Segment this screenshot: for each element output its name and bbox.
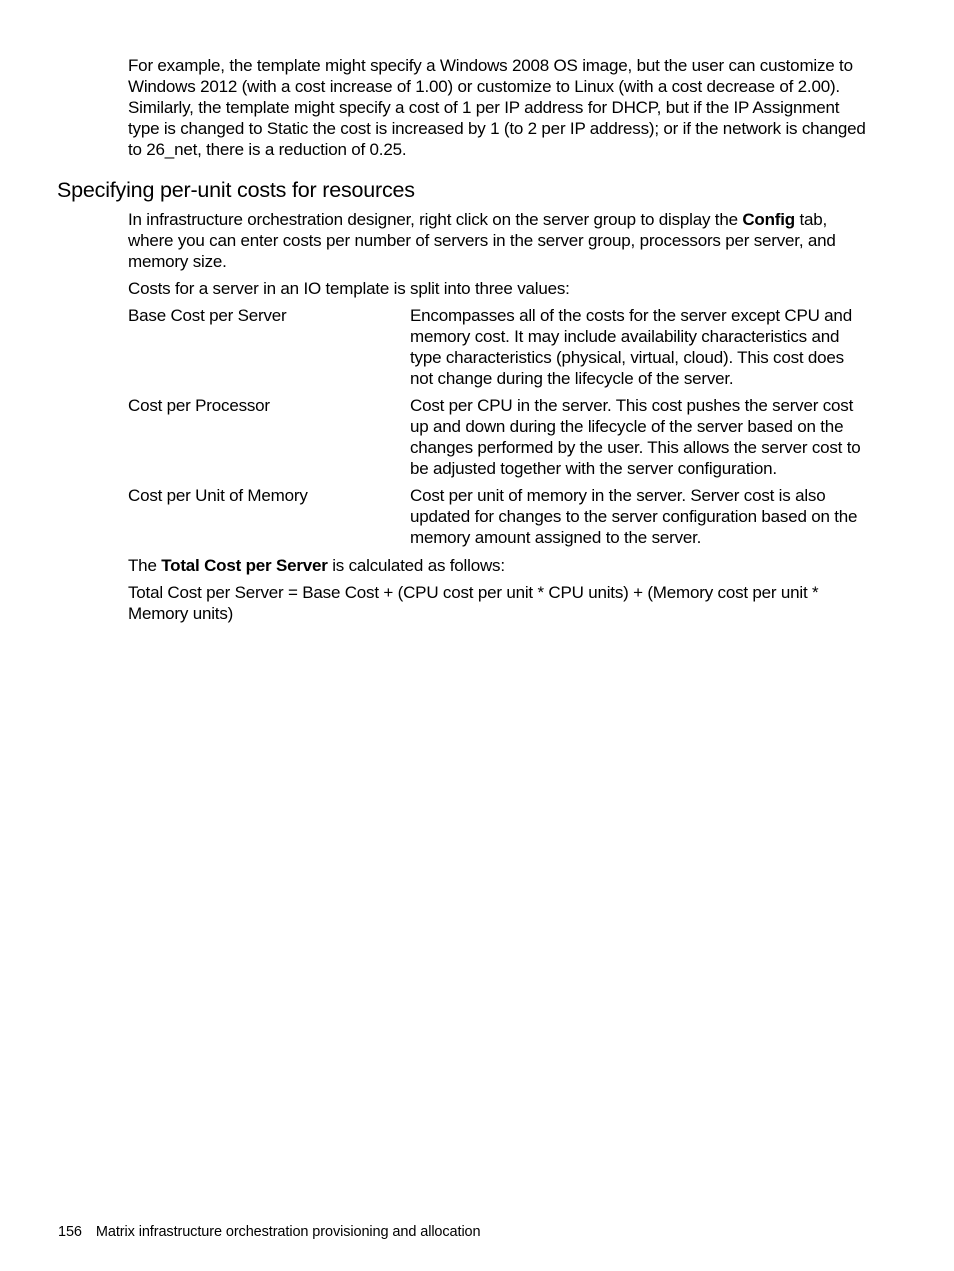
definition-term: Cost per Processor <box>128 396 270 415</box>
config-paragraph <box>128 209 868 272</box>
config-paragraph-text-end: tab, where you can enter costs per number of servers in the server group, processors per server, and memory size. <box>128 210 836 271</box>
total-cost-formula: Total Cost per Server = Base Cost + (CPU cost per unit * CPU units) + (Memory cost per unit * Memory units) <box>128 583 819 623</box>
footer-title: Matrix infrastructure orchestration provisioning and allocation <box>95 1224 481 1240</box>
page-number: 156 <box>58 1224 82 1240</box>
definition-row <box>128 395 868 479</box>
definition-row <box>128 305 868 389</box>
definition-description: Cost per unit of memory in the server. Server cost is also updated for changes to the server configuration based on the memory amount assigned to the server. <box>410 486 858 547</box>
total-cost-text-end: is calculated as follows: <box>327 556 505 575</box>
definition-description: Encompasses all of the costs for the server except CPU and memory cost. It may include availability characteristics and type characteristics (physical, virtual, cloud). This cost does not change during the lifecycle of the server. <box>410 306 852 388</box>
section-body <box>128 209 868 630</box>
total-cost-term: Total Cost per Server <box>161 556 328 575</box>
costs-intro-paragraph: Costs for a server in an IO template is split into three values: <box>128 279 570 298</box>
section-heading: Specifying per-unit costs for resources <box>57 178 415 202</box>
config-paragraph-text: In infrastructure orchestration designer, right click on the server group to display the <box>128 210 743 229</box>
page-footer <box>58 1222 481 1242</box>
definition-term: Base Cost per Server <box>128 306 287 325</box>
total-cost-paragraph <box>128 555 868 576</box>
definition-term: Cost per Unit of Memory <box>128 486 308 505</box>
total-cost-text: The <box>128 556 162 575</box>
config-tab-term: Config <box>742 210 795 229</box>
cost-definition-list <box>128 305 868 548</box>
intro-paragraph: For example, the template might specify a Windows 2008 OS image, but the user can customize to Windows 2012 (with a cost increase of 1.00) or customize to Linux (with a cost decrease of 2.00). Similarly, the template might specify a cost of 1 per IP address for DHCP, but if the IP Assignment type is changed to Static the cost is increased by 1 (to 2 per IP address); or if the network is changed to 26_net, there is a reduction of 0.25. <box>128 56 866 159</box>
definition-row <box>128 485 868 548</box>
definition-description: Cost per CPU in the server. This cost pushes the server cost up and down during the lifecycle of the server based on the changes performed by the user. This allows the server cost to be adjusted together with the server configuration. <box>410 396 861 478</box>
